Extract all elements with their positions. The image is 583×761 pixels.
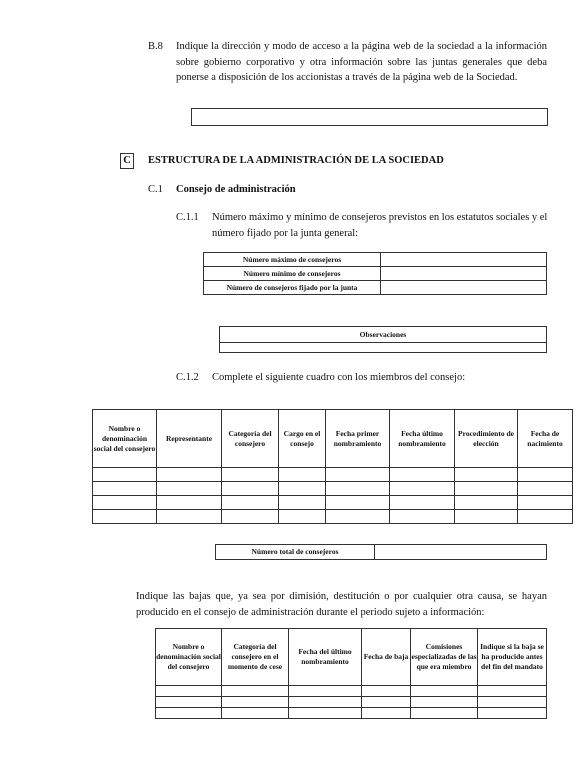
b8-answer-box[interactable] — [191, 108, 548, 126]
total-consejeros-table — [215, 544, 547, 560]
col-header: Procedimiento de elección — [455, 410, 518, 468]
table-row — [93, 468, 573, 482]
col-header: Fecha de baja — [362, 629, 411, 686]
c1-number: C.1 — [148, 184, 163, 195]
c11-row-value[interactable] — [381, 281, 547, 295]
bajas-text: Indique las bajas que, ya sea por dimisión, destitución o por cualquier otra causa, se hayan producido en el consejo de administración durante el periodo sujeto a información: — [136, 591, 547, 618]
table-row — [93, 510, 573, 524]
col-header: Categoría del consejero en el momento de cese — [222, 629, 289, 686]
table-row — [93, 482, 573, 496]
b8-number: B.8 — [148, 41, 163, 52]
col-header: Fecha último nombramiento — [390, 410, 455, 468]
section-c-letter: C — [120, 153, 134, 169]
c12-text: Complete el siguiente cuadro con los miembros del consejo: — [212, 372, 466, 383]
col-header: Comisiones especializadas de las que era miembro — [411, 629, 478, 686]
c12-number: C.1.2 — [176, 372, 199, 383]
table-row — [156, 686, 547, 697]
c11-row-label: Número máximo de consejeros — [204, 253, 381, 267]
c12-members-table — [92, 409, 573, 524]
table-row — [156, 697, 547, 708]
c11-number: C.1.1 — [176, 212, 199, 223]
c11-table — [203, 252, 547, 295]
observaciones-field[interactable] — [220, 343, 547, 353]
table-row — [93, 496, 573, 510]
observaciones-table — [219, 326, 547, 353]
c1-title: Consejo de administración — [176, 184, 296, 195]
col-header: Representante — [157, 410, 222, 468]
bajas-table — [155, 628, 547, 719]
c11-text: Número máximo y mínimo de consejeros previstos en los estatutos sociales y el número fijado por la junta general: — [212, 212, 548, 239]
c11-row-value[interactable] — [381, 253, 547, 267]
c11-row-label: Número de consejeros fijado por la junta — [204, 281, 381, 295]
col-header: Nombre o denominación social del consejero — [156, 629, 222, 686]
col-header: Categoría del consejero — [222, 410, 279, 468]
col-header: Fecha primer nombramiento — [326, 410, 390, 468]
section-c-title: ESTRUCTURA DE LA ADMINISTRACIÓN DE LA SOCIEDAD — [148, 155, 444, 166]
col-header: Cargo en el consejo — [279, 410, 326, 468]
total-consejeros-label: Número total de consejeros — [216, 545, 375, 560]
col-header: Fecha del último nombramiento — [289, 629, 362, 686]
col-header: Indique si la baja se ha producido antes del fin del mandato — [478, 629, 547, 686]
c11-row-label: Número mínimo de consejeros — [204, 267, 381, 281]
col-header: Nombre o denominación social del consejero — [93, 410, 157, 468]
table-row — [156, 708, 547, 719]
observaciones-label: Observaciones — [220, 327, 547, 343]
total-consejeros-value[interactable] — [375, 545, 547, 560]
c11-row-value[interactable] — [381, 267, 547, 281]
col-header: Fecha de nacimiento — [518, 410, 573, 468]
b8-text: Indique la dirección y modo de acceso a la página web de la sociedad a la información sobre gobierno corporativo y otra información sobre las juntas generales que deba ponerse a disposición de los accionistas a través de la página web de la Sociedad. — [176, 41, 547, 83]
